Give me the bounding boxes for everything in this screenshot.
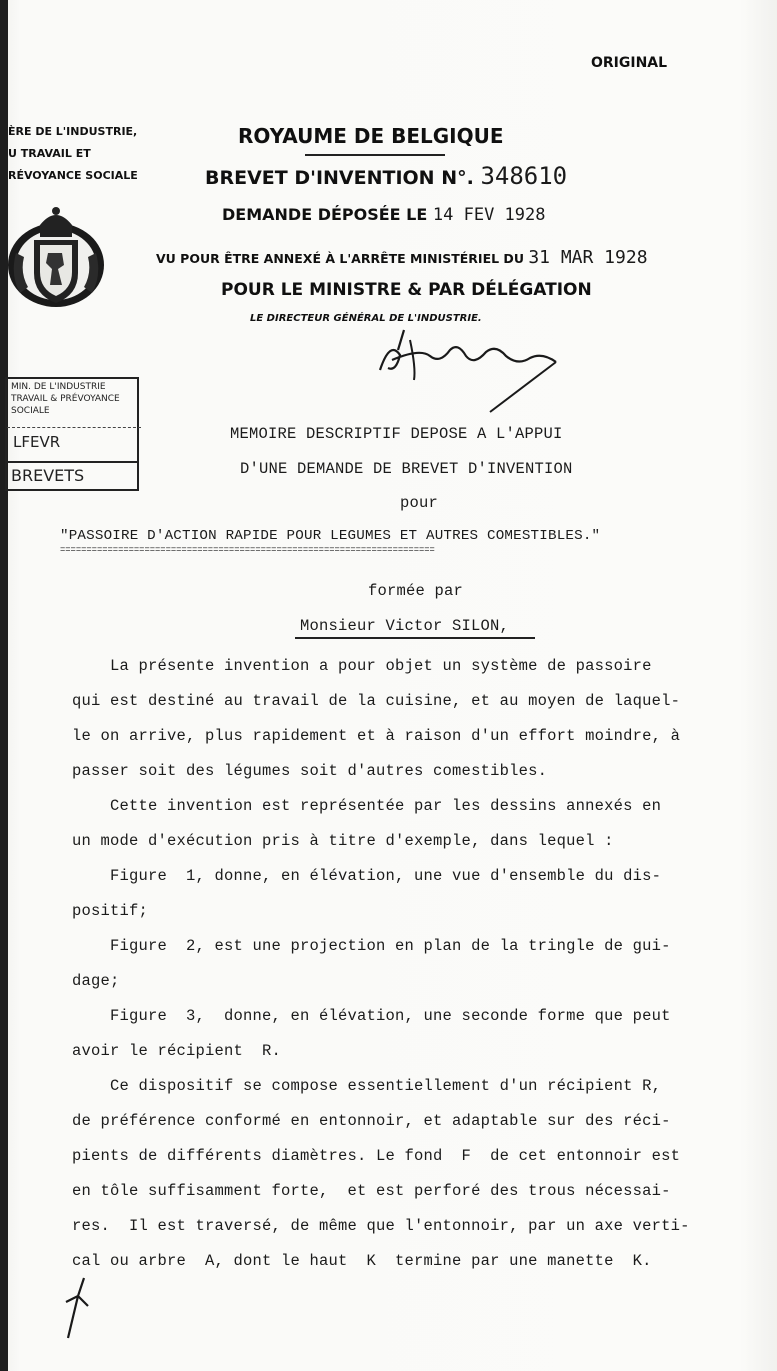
body-line: cal ou arbre A, dont le haut K termine par une manette K. [72, 1252, 652, 1270]
body-line: passer soit des légumes soit d'autres comestibles. [72, 762, 548, 780]
body-line: Figure 2, est une projection en plan de la tringle de gui- [72, 937, 671, 955]
memoir-title-line-2: D'UNE DEMANDE DE BREVET D'INVENTION [240, 460, 573, 478]
body-line: positif; [72, 902, 149, 920]
stamp-brevets-text: BREVETS [7, 461, 139, 489]
title-rule: ======================================================================= [60, 545, 435, 555]
director-line: LE DIRECTEUR GÉNÉRAL DE L'INDUSTRIE. [250, 313, 482, 324]
director-signature [370, 320, 570, 415]
body-line: Figure 3, donne, en élévation, une seconde forme que peut [72, 1007, 671, 1025]
ministry-heading [8, 121, 138, 187]
body-line: un mode d'exécution pris à titre d'exemple, dans lequel : [72, 832, 614, 850]
ministry-line: U TRAVAIL ET [8, 147, 91, 160]
inventor-underline [295, 637, 535, 639]
body-line: res. Il est traversé, de même que l'entonnoir, par un axe verti- [72, 1217, 690, 1235]
body-line: Ce dispositif se compose essentiellement d'un récipient R, [72, 1077, 662, 1095]
body-line: pients de différents diamètres. Le fond F de cet entonnoir est [72, 1147, 681, 1165]
body-line: Figure 1, donne, en élévation, une vue d'ensemble du dis- [72, 867, 662, 885]
kingdom-underline [305, 154, 445, 156]
formed-by: formée par [368, 582, 464, 600]
annex-line [156, 247, 648, 268]
stamp-date-text: LFEVR [7, 427, 141, 456]
body-line: le on arrive, plus rapidement et à raison d'un effort moindre, à [72, 727, 681, 745]
memoir-title-line-1: MEMOIRE DESCRIPTIF DEPOSE A L'APPUI [230, 425, 563, 443]
body-line: qui est destiné au travail de la cuisine, et au moyen de laquel- [72, 692, 681, 710]
annex-label: VU POUR ÊTRE ANNEXÉ À L'ARRÊTE MINISTÉRIEL DU [156, 251, 524, 266]
invention-title: "PASSOIRE D'ACTION RAPIDE POUR LEGUMES ET AUTRES COMESTIBLES." [60, 528, 601, 544]
filed-line [222, 205, 545, 225]
body-line: en tôle suffisamment forte, et est perforé des trous nécessai- [72, 1182, 671, 1200]
patent-line [205, 162, 567, 190]
memoir-pour: pour [400, 494, 439, 512]
filed-label: DEMANDE DÉPOSÉE LE [222, 205, 428, 224]
stamp-ministry-text: MIN. DE L'INDUSTRIE TRAVAIL & PRÉVOYANCE SOCIALE [11, 382, 120, 416]
body-line: Cette invention est représentée par les dessins annexés en [72, 797, 662, 815]
original-mark: ORIGINAL [591, 55, 668, 71]
body-line: dage; [72, 972, 120, 990]
body-line: avoir le récipient R. [72, 1042, 282, 1060]
filed-date: 14 FEV 1928 [432, 205, 546, 225]
registry-stamp [5, 377, 139, 491]
margin-pen-mark [58, 1272, 94, 1346]
minister-line: POUR LE MINISTRE & PAR DÉLÉGATION [221, 280, 592, 300]
kingdom-title: ROYAUME DE BELGIQUE [238, 124, 504, 148]
body-line: La présente invention a pour objet un système de passoire [72, 657, 652, 675]
inventor-name: Monsieur Victor SILON, [300, 617, 510, 635]
coat-of-arms-seal [6, 195, 112, 315]
ministry-line: RÉVOYANCE SOCIALE [8, 169, 138, 182]
patent-label: BREVET D'INVENTION N°. [205, 167, 474, 189]
annex-date: 31 MAR 1928 [528, 247, 648, 268]
body-line: de préférence conformé en entonnoir, et adaptable sur des réci- [72, 1112, 671, 1130]
ministry-line: ÈRE DE L'INDUSTRIE, [8, 125, 138, 138]
patent-number: 348610 [480, 162, 568, 190]
